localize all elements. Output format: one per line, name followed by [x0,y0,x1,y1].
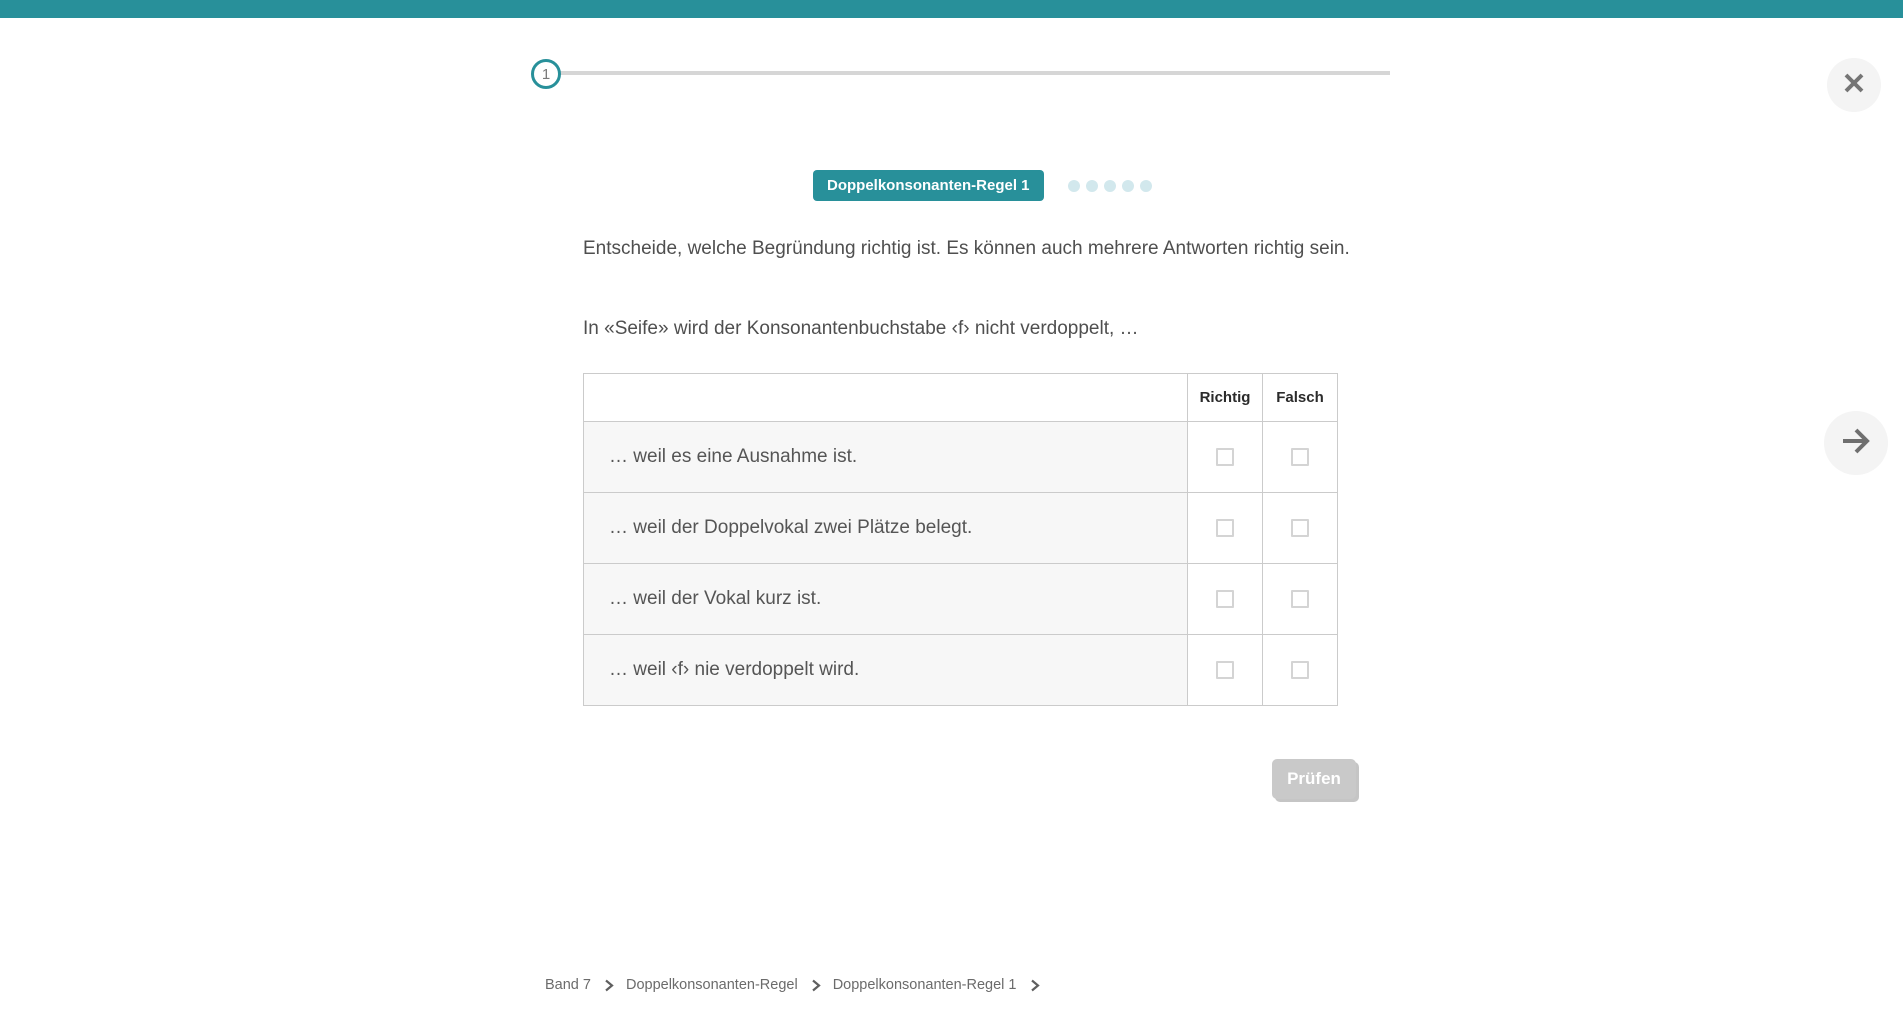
exercise-badge: Doppelkonsonanten-Regel 1 [813,170,1044,201]
table-row [584,564,1338,635]
column-header-richtig: Richtig [1188,374,1263,422]
column-header-falsch: Falsch [1263,374,1338,422]
dot-icon [1104,180,1116,192]
check-button[interactable]: Prüfen [1272,759,1356,799]
falsch-cell [1263,493,1338,564]
table-row [584,422,1338,493]
richtig-checkbox[interactable] [1216,590,1234,608]
close-icon [1841,70,1867,101]
progress-step-number: 1 [541,65,551,83]
answer-text: … weil es eine Ausnahme ist. [584,422,1188,493]
arrow-right-icon [1837,422,1875,465]
richtig-checkbox[interactable] [1216,448,1234,466]
table-row [584,493,1338,564]
breadcrumb-item-doppelkonsonanten-regel[interactable]: Doppelkonsonanten-Regel [625,977,798,993]
top-accent-bar [0,0,1903,18]
falsch-cell [1263,422,1338,493]
dot-icon [1122,180,1134,192]
chevron-right-icon [809,979,822,992]
close-button[interactable] [1827,58,1881,112]
richtig-cell [1188,635,1263,706]
dot-icon [1068,180,1080,192]
table-row [584,635,1338,706]
richtig-cell [1188,422,1263,493]
richtig-cell [1188,493,1263,564]
falsch-checkbox[interactable] [1291,590,1309,608]
instruction-text: Entscheide, welche Begründung richtig ist. Es können auch mehrere Antworten richtig sein. [583,238,1350,259]
next-button[interactable] [1824,411,1888,475]
falsch-cell [1263,564,1338,635]
chevron-right-icon [1028,979,1041,992]
answer-text: … weil der Vokal kurz ist. [584,564,1188,635]
breadcrumb-item-band-7[interactable]: Band 7 [545,977,591,993]
falsch-checkbox[interactable] [1291,661,1309,679]
progress-step-indicator [531,59,561,89]
richtig-cell [1188,564,1263,635]
breadcrumb [545,977,1041,993]
falsch-checkbox[interactable] [1291,519,1309,537]
exercise-header [813,170,1152,201]
progress-track [559,71,1390,75]
difficulty-dots [1068,180,1152,192]
richtig-checkbox[interactable] [1216,661,1234,679]
richtig-checkbox[interactable] [1216,519,1234,537]
dot-icon [1086,180,1098,192]
empty-header-cell [584,374,1188,422]
dot-icon [1140,180,1152,192]
falsch-cell [1263,635,1338,706]
chevron-right-icon [602,979,615,992]
breadcrumb-item-doppelkonsonanten-regel-1[interactable]: Doppelkonsonanten-Regel 1 [832,977,1017,993]
table-header-row [584,374,1338,422]
answer-text: … weil der Doppelvokal zwei Plätze belegt. [584,493,1188,564]
answers-table [583,373,1338,706]
falsch-checkbox[interactable] [1291,448,1309,466]
question-text: In «Seife» wird der Konsonantenbuchstabe ‹f› nicht verdoppelt, … [583,318,1139,339]
answer-text: … weil ‹f› nie verdoppelt wird. [584,635,1188,706]
